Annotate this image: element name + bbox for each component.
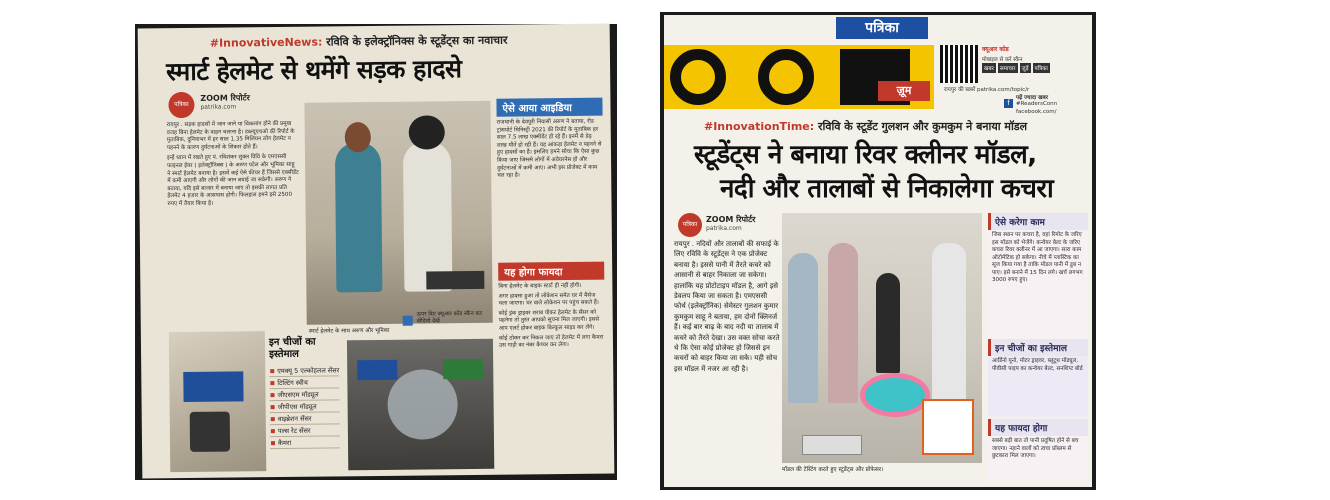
left-benefit-point: बिना हेलमेट के बाइक स्टार्ट ही नहीं होगी। xyxy=(498,282,582,290)
left-clipping xyxy=(138,24,615,479)
river-cleaner-model xyxy=(802,435,862,455)
top-nav-item: खबर xyxy=(982,63,996,73)
left-body-para-2: इन्हें ध्यान में रखते हुए पं. रविशंकर शुक्ल विवि के एमएससी फाइनल ईयर ( इलेक्ट्रॉनिक्स ) के अरुण पटेल और भूमिका साहू ने स्मार्ट हेलमेट बनाया है। इसमें कई ऐसे फीचर हैं जिससे एक्सीडेंट में कमी आएगी और लोगों की जान बचाई जा सकेगी। अरुण ने बताया, यदि इसे बाजार में बनाया जाए तो इसकी लागत प्रति हेलमेट 4 हजार के आसपास होगी। फिलहाल हमने इसे 2500 रुपए में तैयार किया है। xyxy=(166,154,299,208)
masthead-text: पत्रिका xyxy=(865,20,899,36)
left-body-column xyxy=(167,121,300,209)
right-clipping xyxy=(664,15,1092,487)
qr-code xyxy=(940,45,978,83)
right-body-text: रायपुर . नदियों और तालाबों की सफाई के लिए रविवि के स्टूडेंट्स ने एक प्रोजेक्ट बनाया है। इससे पानी में तैरते कचरे को आसानी से बाहर निकाला जा सकेगा। हालांकि यह प्रोटोटाइप मॉडल है, आगे इसे डेवलप किया जा सकता है। एमएससी फोर्थ (इलेक्ट्रॉनिक) सेमेस्टर गुलशन कुमार कुमकुम साहू ने बताया, हम दोनों क्लिनर्ज हैं। कई बार बाढ़ के बाद नदी या तालाब में कचरे को तैरते देखा। उस वक्त सोचा करते थे कि ऐसा कोई प्रोजेक्ट हो जिससे इन कचरों को बाहर किया जा सके। यही सोच इस मॉडल में नजर आ रही है। xyxy=(674,240,780,373)
circuit-board xyxy=(183,371,243,402)
student-figure-bhumika xyxy=(335,142,383,292)
left-byline-brand: ZOOM xyxy=(200,93,228,103)
left-qr-caption: ऊपर दिए क्यूआर कोड स्कैन कर वीडियो देखें xyxy=(416,310,483,325)
left-items-title: इन चीजों का इस्तेमाल xyxy=(268,336,316,361)
left-tag-line xyxy=(210,33,508,51)
left-photo-caption: स्मार्ट हेलमेट के साथ अरुण और भूमिका xyxy=(308,327,390,335)
left-benefit-title: यह होगा फायदा xyxy=(498,262,604,281)
zoom-letter-o-2 xyxy=(758,49,814,105)
patrika-masthead xyxy=(836,17,928,39)
left-item: एमक्यू 5 एल्कोहलल सेंसर xyxy=(269,364,339,377)
student-figure-kumkum xyxy=(876,273,900,373)
side-box-title: यह फायदा होगा xyxy=(988,419,1088,436)
left-benefit-point: अगर हादसा हुआ तो लोकेशन समेत घर में मैसेज चला जाएगा। घर वाले लोकेशन पर पहुंच सकते हैं। xyxy=(498,292,599,307)
right-tag-text: रविवि के स्टूडेंट गुलशन और कुमकुम ने बनाया मॉडल xyxy=(818,120,1028,133)
side-box-title: ऐसे करेगा काम xyxy=(988,213,1088,230)
left-item: पल्स रेट सेंसर xyxy=(270,424,340,437)
top-right-line: मोबाइल से करें स्कैन xyxy=(982,57,1023,63)
left-benefit-point: कोई ड्रंक ड्राइवर शराब पीकर हेलमेट के सेंसर को पहनेगा तो तुरंत आपको सूचना मिल जाएगी। इससे आप एलर्ट होकर बाइक बिल्कुल साइड कर लेंगे। xyxy=(498,309,600,332)
left-byline-role: रिपोर्टर xyxy=(230,93,250,103)
top-nav-item: जुड़ें xyxy=(1020,63,1031,73)
right-main-photo xyxy=(782,213,982,463)
side-box-text: जिस स्थान पर कचरा है, वहां रिमोट के जरिए इस मॉडल को भेजेंगे। कन्वेयर बेल्ट के जरिए कचरा रिवर क्लीनर में आ जाएगा। सारा काम ऑटोमेटिक हो सकेगा। नीचे में प्लास्टिक का सूज किया गया है ताकि मॉडल पानी में डूब न पाए। इसे बनाने में 15 दिन लगे। खर्च लगभग 3000 रुपए हुए। xyxy=(992,232,1083,283)
side-box-text: आर्डिनो यूनो, मोटर ड्राइवर, ब्लूटूथ मॉड्यूल, पीवीसी पाइप का कन्वेयर बेल्ट, सनशिप्ट बोर्ड xyxy=(992,358,1083,372)
qr-label: क्यूआर कोड xyxy=(982,46,1009,53)
left-item: कैमरा xyxy=(270,436,340,449)
top-nav-item: समाचार xyxy=(998,63,1018,73)
right-patrika-logo: पत्रिका xyxy=(678,213,702,237)
zoom-label: ज़ूम xyxy=(878,81,930,101)
battery-pack xyxy=(190,412,230,452)
left-idea-text: राजधानी के देवपुरी निवासी अरुण ने बताया, रोड ट्रांसपोर्ट मिनिस्ट्री 2021 की रिपोर्ट के मुताबिक हर साल 7.5 लाख एक्सीडेंट हो रहे हैं। इनमें से डेढ़ लाख मौतें हो रही हैं। यह आंकड़ा हेलमेट न पहनने से हुए हादसों का है। इसलिए हमने सोचा कि ऐसा कुछ किया जाए जिससे लोगों में अवेयरनेस हो और दुर्घटनाओं में कमी आए। अभी इस प्रोजेक्ट में काम चल रहा है। xyxy=(496,118,602,179)
zoom-banner xyxy=(664,45,934,109)
left-idea-title: ऐसे आया आइडिया xyxy=(496,98,602,117)
kiddie-pool xyxy=(860,373,930,417)
student-figure-gulshan xyxy=(932,243,966,413)
left-item: वाइब्रेशन सेंसर xyxy=(270,412,340,425)
left-main-photo xyxy=(304,101,492,325)
right-headline-line-2: नदी और तालाबों से निकालेगा कचरा xyxy=(720,174,1054,204)
right-headline-line-1: स्टूडेंट्स ने बनाया रिवर क्लीनर मॉडल, xyxy=(694,140,1037,170)
left-tag-prefix: #Innovative xyxy=(209,35,285,50)
left-benefit-box xyxy=(498,262,605,351)
professor-figure-1 xyxy=(788,253,818,403)
top-right-line: रायपुर की खबरें patrika.com/topic/r xyxy=(944,87,1030,93)
video-icon xyxy=(403,316,413,326)
left-helmet-electronics-photo xyxy=(347,339,494,471)
gsm-module xyxy=(443,359,483,379)
transparent-helmet xyxy=(387,369,458,440)
left-byline-site: patrika.com xyxy=(200,103,237,111)
left-tag-text: रविवि के इलेक्ट्रॉनिक्स के स्टूडेंट्स का नवाचार xyxy=(326,33,508,49)
left-item: टिल्टिंग स्वीच xyxy=(269,376,339,389)
inset-model-photo xyxy=(922,399,974,455)
top-right-line: #ReadersConn xyxy=(1016,101,1058,107)
side-box-benefit xyxy=(988,419,1088,481)
left-idea-box xyxy=(496,98,603,181)
right-photo-caption: मॉडल की टेस्टिंग करते हुए स्टूडेंट्स और प्रोफेसर। xyxy=(782,467,884,473)
sensor-module xyxy=(357,360,397,380)
right-tag-prefix: #Innovation xyxy=(704,120,780,133)
left-items-box xyxy=(269,336,340,449)
side-box-text: सबसे बड़ी बात तो पानी प्रदूषित होने से बच जाएगा। नहाने वालों को त्वचा प्रॉब्लम से छुटकारा मिल जाएगा। xyxy=(992,438,1079,459)
left-patrika-logo: पत्रिका xyxy=(168,92,194,118)
left-circuit-photo xyxy=(169,331,266,472)
top-nav xyxy=(982,63,1088,73)
right-tag-line xyxy=(704,119,1027,134)
top-nav-item: पत्रिका xyxy=(1033,63,1050,73)
left-item: जीपीएस मॉड्यूल xyxy=(270,400,340,413)
facebook-icon: f xyxy=(1004,99,1013,108)
professor-figure-2 xyxy=(828,243,858,403)
right-byline-role: रिपोर्टर xyxy=(736,215,756,224)
right-tag-highlight: Time: xyxy=(779,120,815,133)
right-byline-brand: ZOOM xyxy=(706,215,734,224)
student-figure-arun xyxy=(403,141,453,291)
left-byline xyxy=(200,92,250,104)
side-box-items-used xyxy=(988,339,1088,417)
left-headline: स्मार्ट हेलमेट से थमेंगे सड़क हादसे xyxy=(165,54,462,87)
student-head-bhumika xyxy=(345,122,371,152)
top-right-line: पढ़ें ज्यादा खबर xyxy=(1016,95,1049,101)
left-tag-highlight: News: xyxy=(284,35,323,49)
right-byline xyxy=(706,214,755,225)
smart-helmet xyxy=(409,115,445,149)
helmet-device xyxy=(426,271,484,290)
right-byline-site: patrika.com xyxy=(706,225,742,232)
side-box-title: इन चीजों का इस्तेमाल xyxy=(988,339,1088,356)
left-benefit-point: कोई ठोकर कर निकल जाए तो हेलमेट में लगा कैमरा उस गाड़ी का नंबर कैप्चर कर लेगा। xyxy=(498,334,604,349)
top-right-line: facebook.com/ xyxy=(1016,109,1057,115)
zoom-letter-o-1 xyxy=(670,49,726,105)
left-item: जीएसएम मॉड्यूल xyxy=(269,388,339,401)
left-body-para-1: रायपुर . सड़क हादसों में जान जाने या विकलांग होने की प्रमुख वजह बिना हेलमेट के वाहन चलाना है। डब्ल्यूएचओ की रिपोर्ट के मुताबिक, दुनियाभर में हर साल 1.35 मिलियन लोग हेलमेट न पहनने के कारण दुर्घटनाओं के शिकार होते हैं। xyxy=(166,120,295,151)
